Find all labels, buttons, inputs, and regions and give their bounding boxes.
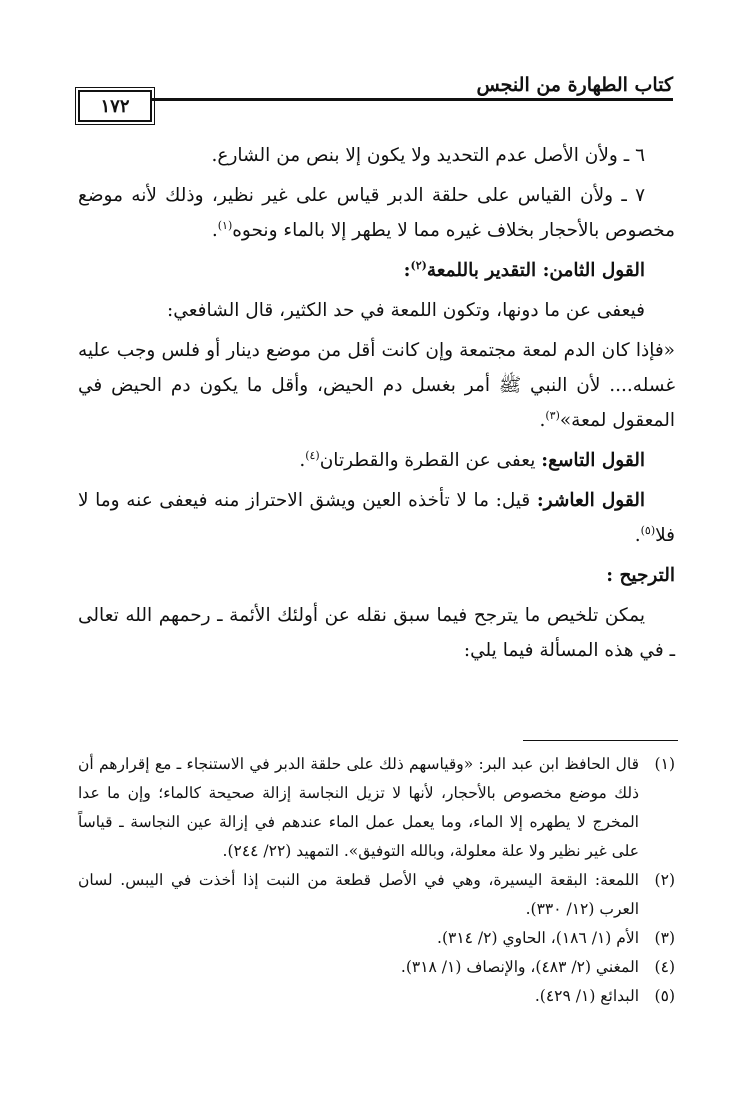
eighth-opinion-heading bbox=[78, 253, 675, 288]
shafii-quote-end: . bbox=[539, 410, 546, 431]
footnote-text: قال الحافظ ابن عبد البر: «وقياسهم ذلك على حلقة الدبر في الاستنجاء ـ مع إقرارهم أن ذلك موضع مخصوص بالأحجار، لأنها لا تزيل النجاسة إزالة صحيحة كالماء؛ وإن ما عدا المخرج لا يطهره إلا الماء، وما يعمل عمل الماء عندهم في إزالة عين النجاسة ـ قياساً على غير نظير ولا علة معلولة، وبالله التوفيق». التمهيد (٢٢/ ٢٤٤). bbox=[78, 755, 639, 860]
footnote-text: المغني (٢/ ٤٨٣)، والإنصاف (١/ ٣١٨). bbox=[400, 958, 639, 976]
shafii-quote bbox=[78, 333, 675, 438]
header-rule bbox=[78, 98, 673, 101]
item-7 bbox=[78, 178, 675, 248]
footnote-ref-5: (٥) bbox=[640, 523, 656, 537]
ninth-text: يعفى عن القطرة والقطرتان bbox=[319, 450, 542, 471]
footnote-text: الأم (١/ ١٨٦)، الحاوي (٢/ ٣١٤). bbox=[437, 929, 639, 947]
footnote-text: البدائع (١/ ٤٢٩). bbox=[534, 987, 639, 1005]
tenth-end: . bbox=[634, 525, 641, 546]
footnote-ref-1: (١) bbox=[217, 218, 233, 232]
footnote-2 bbox=[78, 866, 675, 924]
tenth-label: القول العاشر: bbox=[536, 490, 645, 511]
tarjih-heading: الترجيح : bbox=[606, 565, 675, 586]
page-header bbox=[78, 70, 673, 117]
main-text bbox=[78, 138, 675, 673]
footnote-ref-2: (٢) bbox=[410, 258, 427, 272]
footnote-number: (٥) bbox=[654, 987, 675, 1005]
shafii-quote-text: «فإذا كان الدم لمعة مجتمعة وإن كانت أقل من موضع دينار أو فلس وجب عليه غسله.... لأن النبي ﷺ أمر بغسل دم الحيض، وأقل ما يكون دم الحيض في المعقول لمعة» bbox=[78, 340, 675, 431]
item-6 bbox=[78, 138, 675, 173]
ninth-label: القول التاسع: bbox=[541, 450, 645, 471]
footnote-number: (٢) bbox=[654, 871, 675, 889]
footnote-3 bbox=[78, 924, 675, 953]
item-6-text: ٦ ـ ولأن الأصل عدم التحديد ولا يكون إلا بنص من الشارع. bbox=[211, 145, 645, 166]
eighth-p1: فيعفى عن ما دونها، وتكون اللمعة في حد الكثير، قال الشافعي: bbox=[167, 300, 645, 321]
eighth-explanation bbox=[78, 293, 675, 328]
tenth-opinion bbox=[78, 483, 675, 553]
footnote-number: (١) bbox=[654, 755, 675, 773]
footnote-text: اللمعة: البقعة اليسيرة، وهي في الأصل قطعة من النبت إذا أخذت في اليبس. لسان العرب (١٢/ ٣٣٠). bbox=[78, 871, 639, 918]
eighth-label: القول الثامن: التقدير باللمعة bbox=[426, 260, 645, 281]
footnote-4 bbox=[78, 953, 675, 982]
tarjih-text: يمكن تلخيص ما يترجح فيما سبق نقله عن أولئك الأئمة ـ رحمهم الله تعالى ـ في هذه المسألة فيما يلي: bbox=[78, 605, 675, 661]
footnote-ref-4: (٤) bbox=[305, 448, 320, 462]
footnote-1 bbox=[78, 750, 675, 866]
footnotes bbox=[78, 750, 675, 1011]
footnote-number: (٤) bbox=[654, 958, 675, 976]
footnote-ref-3: (٣) bbox=[545, 408, 560, 422]
running-title: كتاب الطهارة من النجس bbox=[476, 74, 673, 96]
ninth-opinion bbox=[78, 443, 675, 478]
page-number: ١٧٢ bbox=[78, 90, 152, 122]
ninth-end: . bbox=[299, 450, 306, 471]
footnote-5 bbox=[78, 982, 675, 1011]
tenth-text: قيل: ما لا تأخذه العين ويشق الاحتراز منه فيعفى عنه وما لا فلا bbox=[78, 490, 675, 546]
footnote-divider bbox=[523, 740, 678, 741]
eighth-end: : bbox=[403, 260, 411, 281]
item-7-end: . bbox=[211, 220, 218, 241]
footnote-number: (٣) bbox=[654, 929, 675, 947]
item-7-text: ٧ ـ ولأن القياس على حلقة الدبر قياس على غير نظير، وذلك لأنه موضع مخصوص بالأحجار بخلاف غيره مما لا يطهر إلا بالماء ونحوه bbox=[78, 185, 675, 241]
